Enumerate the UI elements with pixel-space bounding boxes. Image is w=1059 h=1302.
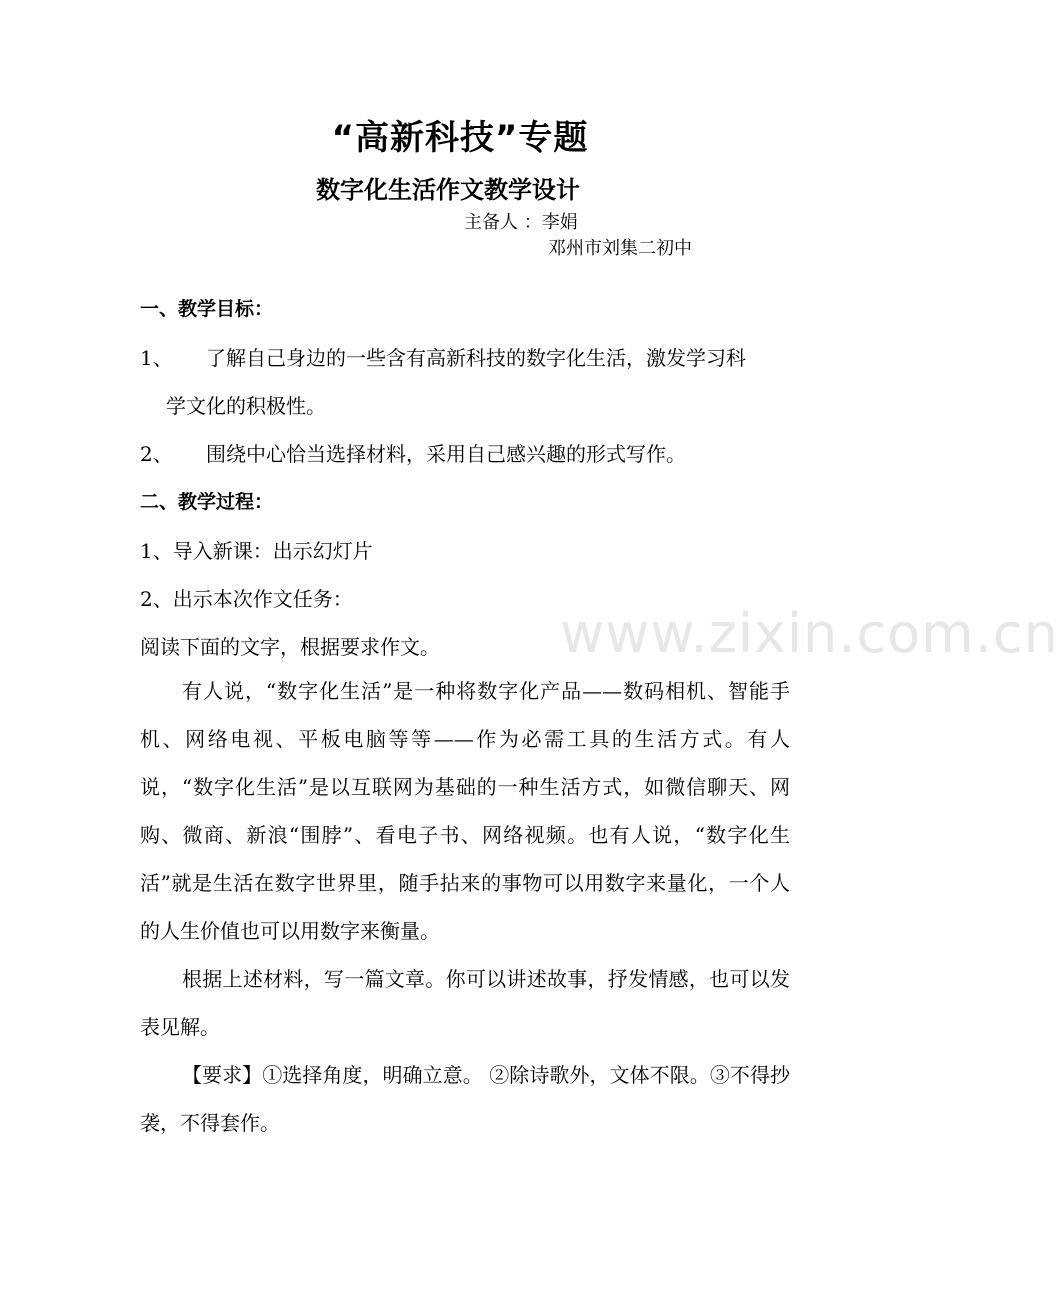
material-paragraph: 有人说，“数字化生活”是一种将数字化产品——数码相机、智能手机、网络电视、平板电脑等等——作为必需工具的生活方式。有人说，“数字化生活”是以互联网为基础的一种生活方式，如微信聊天、网购、微商、新浪“围脖”、看电子书、网络视频。也有人说，“数字化生活”就是生活在数字世界里，随手拈来的事物可以用数字来量化，一个人的人生价值也可以用数字来衡量。: [140, 679, 790, 943]
objective-text: 围绕中心恰当选择材料，采用自己感兴趣的形式写作。: [206, 442, 686, 466]
instruction-line: 阅读下面的文字，根据要求作文。: [140, 635, 440, 659]
watermark: www.zixin.com.cn: [560, 602, 1059, 665]
section-heading-objectives: 一、教学目标：: [140, 298, 274, 320]
document-subtitle: 数字化生活作文教学设计: [316, 176, 580, 204]
objective-item-1-continued: 学文化的积极性。: [166, 394, 326, 418]
objective-item-1: [140, 342, 746, 371]
document-title: “高新科技”专题: [331, 118, 589, 158]
objective-text: 了解自己身边的一些含有高新科技的数字化生活，激发学习科: [206, 346, 746, 370]
task-paragraph: 根据上述材料，写一篇文章。你可以讲述故事，抒发情感，也可以发表见解。: [140, 967, 790, 1039]
objective-number: 2、: [140, 442, 173, 466]
section-heading-process: 二、教学过程：: [140, 491, 274, 513]
byline-school: 邓州市刘集二初中: [548, 238, 692, 259]
byline-preparer: 主备人 ：李娟: [464, 212, 578, 233]
objective-number: 1、: [140, 346, 173, 370]
requirements-paragraph: 【要求】①选择角度，明确立意。 ②除诗歌外，文体不限。③不得抄袭，不得套作。: [140, 1063, 790, 1135]
process-step-1: 1、导入新课：出示幻灯片: [140, 539, 373, 563]
objective-item-2: [140, 438, 686, 467]
process-step-2: 2、出示本次作文任务：: [140, 587, 353, 611]
